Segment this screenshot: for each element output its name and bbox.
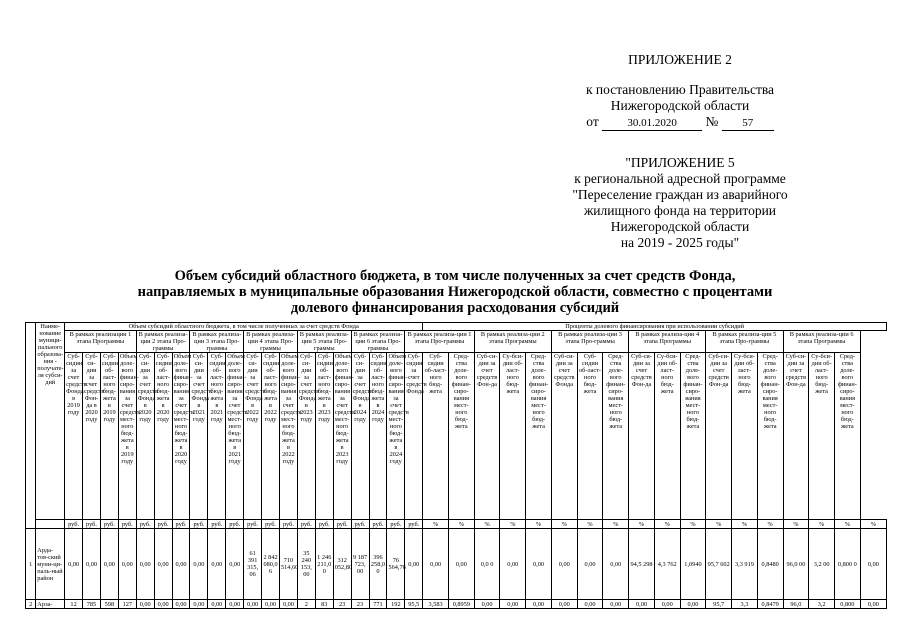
units-cell: руб. xyxy=(190,520,208,529)
column-header: Суб-си-дии за счет средств Фон-да xyxy=(629,353,655,520)
value-cell: 3,2 00 xyxy=(809,529,835,600)
value-cell: 396 258,0 0 xyxy=(369,529,387,600)
value-cell: 0,00 xyxy=(603,600,629,609)
column-header: Суб-си-дии за счет средств Фонда в 2020 году xyxy=(136,353,154,520)
program-line-2: "Переселение граждан из аварийного xyxy=(572,187,788,202)
value-cell: 0,00 xyxy=(280,600,298,609)
value-cell: 0,00 xyxy=(172,529,190,600)
value-cell: 1 246 211,0 0 xyxy=(315,529,333,600)
program-line-1: к региональной адресной программе xyxy=(574,171,786,186)
appendix-label: ПРИЛОЖЕНИЕ 2 xyxy=(628,52,732,67)
column-header: Суб-си-дии за счет средств Фон-да xyxy=(706,353,732,520)
units-cell: руб. xyxy=(369,520,387,529)
value-cell: 4,3 762 xyxy=(654,529,680,600)
units-cell: % xyxy=(732,520,758,529)
value-cell: 0,00 xyxy=(208,600,226,609)
units-cell: % xyxy=(500,520,526,529)
value-cell: 0,00 xyxy=(629,600,655,609)
column-header: Сред-ства доле-вого финан-сиро-вания мест-ного бюд-жета xyxy=(526,353,552,520)
value-cell: 0,00 xyxy=(654,600,680,609)
column-header: Сред-ства доле-вого финан-сиро-вания мест-ного бюд-жета xyxy=(448,353,474,520)
program-line-5: на 2019 - 2025 годы" xyxy=(620,235,740,250)
column-header: Суб-сидии об-ласт-ного бюд-жета xyxy=(577,353,603,520)
value-cell: 0,00 xyxy=(226,529,244,600)
column-header: Суб-сидии об-ласт-ного бюд-жета в 2024 году xyxy=(369,353,387,520)
value-cell: 23 xyxy=(333,600,351,609)
units-cell: % xyxy=(757,520,783,529)
units-cell: руб. xyxy=(262,520,280,529)
value-cell: 0,00 xyxy=(136,600,154,609)
date-number-line xyxy=(560,114,800,131)
units-cell: руб. xyxy=(315,520,333,529)
row-number: 1 xyxy=(26,529,36,600)
number-label: № xyxy=(705,114,719,129)
resolution-date: 30.01.2020 xyxy=(602,117,702,131)
value-cell: 0,00 xyxy=(118,529,136,600)
value-cell: 0,00 xyxy=(83,529,101,600)
value-cell: 0,00 xyxy=(577,529,603,600)
units-cell: % xyxy=(654,520,680,529)
column-header: Объем доле-вого финан-сиро-вания за счет средств мест-ного бюд-жета в 2024 году xyxy=(387,353,405,520)
units-cell: руб. xyxy=(280,520,298,529)
units-cell: % xyxy=(474,520,500,529)
column-header: Суб-си-дии за счет средств Фонда в 2024 году xyxy=(351,353,369,520)
value-cell: 76 564,76 xyxy=(387,529,405,600)
program-line-3: жилищного фонда на территории xyxy=(583,203,777,218)
column-header: Объем доле-вого финан-сиро-вания за счет средств мест-ного бюд-жета в 2020 году xyxy=(172,353,190,520)
stage-header-right: В рамках реализа-ции 2 этапа Программы xyxy=(474,331,551,353)
value-cell: 0,00 xyxy=(208,529,226,600)
column-header: Су-бси-дии об-ласт-ного бюд-жета xyxy=(809,353,835,520)
stage-header-right: В рамках реализа-ции 6 этапа Программы xyxy=(783,331,860,353)
column-header: Суб-сидии об-ласт-ного бюд-жета в 2020 году xyxy=(154,353,172,520)
units-cell xyxy=(36,520,65,529)
header-subsidy-volume: Объем субсидий областного бюджета, в том числе полученных за счет средств Фонда xyxy=(65,323,423,331)
column-header: Суб-сидии об-ласт-ного бюд-жета в 2019 году xyxy=(100,353,118,520)
table-row xyxy=(26,323,887,331)
column-header: Сред-ства доле-вого финан-сиро-вания мест-ного бюд-жета xyxy=(603,353,629,520)
value-cell: 0,00 xyxy=(154,600,172,609)
stage-header-right: В рамках реализа-ции 4 этапа Программы xyxy=(629,331,706,353)
value-cell: 2 842 080,0 6 xyxy=(262,529,280,600)
value-cell: 0,00 xyxy=(190,600,208,609)
column-header: Суб-си-дии за счет средств Фонда в 2021 году xyxy=(190,353,208,520)
value-cell: 12 xyxy=(65,600,83,609)
value-cell: 0,00 xyxy=(860,529,886,600)
units-cell: % xyxy=(526,520,552,529)
value-cell: 95,5 xyxy=(405,600,423,609)
value-cell: 0,00 xyxy=(500,529,526,600)
column-header: Суб-сидии об-ласт-ного бюд-жета в 2022 году xyxy=(262,353,280,520)
column-header: Су-бси-дии об-ласт-ного бюд-жета xyxy=(732,353,758,520)
stage-header-left: В рамках реализа-ции 5 этапа Про-граммы xyxy=(297,331,351,353)
value-cell: 312 052,80 xyxy=(333,529,351,600)
value-cell: 0,00 xyxy=(603,529,629,600)
title-line-3: долевого финансирования расходования субсидий xyxy=(290,300,620,316)
stage-header-right: В рамках реализа-ции 1 этапа Про-граммы xyxy=(405,331,474,353)
municipality-name: Арда-тов-ский муни-ци-паль-ный район xyxy=(36,529,65,600)
value-cell: 0,8479 xyxy=(757,600,783,609)
header-municipality: Наиме-нование муници-пального образова-ния - получате-ля субси-дий xyxy=(36,323,65,520)
units-cell: % xyxy=(551,520,577,529)
title-line-1: Объем субсидий областного бюджета, в том числе полученных за счет средств Фонда, xyxy=(174,268,736,284)
value-cell: 0,8480 xyxy=(757,529,783,600)
value-cell: 0,00 xyxy=(190,529,208,600)
document-header xyxy=(560,52,800,251)
units-cell: руб. xyxy=(65,520,83,529)
title-line-2: направляемых в муниципальные образования Нижегородской области, совместно с процентами xyxy=(137,284,773,300)
value-cell: 0,00 xyxy=(244,600,262,609)
column-header: Суб-си-дии за счет средств Фон-да xyxy=(474,353,500,520)
resolution-number: 57 xyxy=(722,117,774,131)
value-cell: 0,00 xyxy=(526,529,552,600)
value-cell: 3,3 xyxy=(732,600,758,609)
value-cell: 95,7 xyxy=(706,600,732,609)
column-header: Суб-сидии за счет средств Фонда xyxy=(405,353,423,520)
value-cell: 9 187 723, 00 xyxy=(351,529,369,600)
value-cell: 2 xyxy=(297,600,315,609)
value-cell: 0,00 xyxy=(100,529,118,600)
value-cell: 61 391 315, 06 xyxy=(244,529,262,600)
value-cell: 3,3 919 xyxy=(732,529,758,600)
value-cell: 0,00 xyxy=(526,600,552,609)
units-cell: руб. xyxy=(83,520,101,529)
column-header: Суб-сидии за счет средств Фонда в 2019 году xyxy=(65,353,83,520)
column-header: Суб-сидии об-ласт-ного бюд-жета в 2021 году xyxy=(208,353,226,520)
value-cell: 0,800 xyxy=(835,600,861,609)
stage-header-left: В рамках реализа-ции 2 этапа Про-граммы xyxy=(136,331,190,353)
column-header: Су-бси-дии об-ласт-ного бюд-жета xyxy=(500,353,526,520)
value-cell: 96,0 xyxy=(783,600,809,609)
units-cell: руб. xyxy=(226,520,244,529)
column-header: Суб-си-дии за счет средств Фон-да в 2020 году xyxy=(83,353,101,520)
value-cell: 192 xyxy=(387,600,405,609)
table-row xyxy=(26,520,887,529)
from-label: от xyxy=(586,114,599,129)
value-cell: 0,00 xyxy=(551,529,577,600)
units-cell: руб. xyxy=(244,520,262,529)
units-cell: % xyxy=(706,520,732,529)
value-cell: 0,00 xyxy=(423,529,449,600)
units-cell: руб. xyxy=(387,520,405,529)
value-cell: 127 xyxy=(118,600,136,609)
column-header: Объем доле-вого финан-сиро-вания за счет средств мест-ного бюд-жета в 2022 году xyxy=(280,353,298,520)
municipality-name: Арза- xyxy=(36,600,65,609)
units-cell: % xyxy=(860,520,886,529)
program-line-4: Нижегородской области xyxy=(610,219,750,234)
value-cell: 0,00 xyxy=(136,529,154,600)
appendix5-label: "ПРИЛОЖЕНИЕ 5 xyxy=(625,155,735,170)
column-header: Суб-сидии об-ласт-ного бюд-жета xyxy=(423,353,449,520)
stage-header-left: В рамках реализа-ции 3 этапа Про-граммы xyxy=(190,331,244,353)
stage-header-right: В рамках реализа-ции 3 этапа Про-граммы xyxy=(551,331,628,353)
value-cell: 0,800 0 xyxy=(835,529,861,600)
column-header: Объем доле-вого финан-сиро-вания за счет средств мест-ного бюд-жета в 2021 году xyxy=(226,353,244,520)
value-cell: 0,00 xyxy=(226,600,244,609)
stage-header-left: В рамках реализа-ции 6 этапа Про-граммы xyxy=(351,331,405,353)
value-cell: 0,00 xyxy=(65,529,83,600)
units-cell: руб. xyxy=(136,520,154,529)
value-cell: 0,00 xyxy=(474,600,500,609)
column-header: Су-бси-дии об-ласт-ного бюд-жета xyxy=(654,353,680,520)
stage-header-left: В рамках реализа-ции 4 этапа Про-граммы xyxy=(244,331,298,353)
units-cell: руб. xyxy=(297,520,315,529)
column-header: Суб-си-дии за счет средств Фонда в 2023 году xyxy=(297,353,315,520)
column-header: Сред-ства доле-вого финан-сиро-вания мест-ного бюд-жета xyxy=(680,353,706,520)
header-num xyxy=(26,323,36,529)
value-cell: 0,00 xyxy=(262,600,280,609)
value-cell: 95,7 602 xyxy=(706,529,732,600)
table-row xyxy=(26,353,887,520)
stage-header-left: В рамках реализации 1 этапа Программы xyxy=(65,331,137,353)
column-header: Объем доле-вого финан-сиро-вания за счет средств мест-ного бюд-жета в 2019 году xyxy=(118,353,136,520)
units-cell: % xyxy=(577,520,603,529)
units-cell: % xyxy=(603,520,629,529)
value-cell: 0,0 0 xyxy=(474,529,500,600)
value-cell: 35 240 153, 00 xyxy=(297,529,315,600)
value-cell: 1,0940 xyxy=(680,529,706,600)
column-header: Суб-си-дии за счет средств Фонда xyxy=(551,353,577,520)
units-cell: руб. xyxy=(208,520,226,529)
document-title xyxy=(80,268,830,316)
value-cell: 598 xyxy=(100,600,118,609)
value-cell: 0,8959 xyxy=(448,600,474,609)
value-cell: 83 xyxy=(315,600,333,609)
resolution-line: к постановлению Правительства xyxy=(585,82,775,97)
table-row xyxy=(26,529,887,600)
value-cell: 0,00 xyxy=(551,600,577,609)
column-header: Сред-ства доле-вого финан-сиро-вания мест-ного бюд-жета xyxy=(835,353,861,520)
stage-header-right: В рамках реализа-ции 5 этапа Про-граммы xyxy=(706,331,783,353)
units-cell: % xyxy=(448,520,474,529)
value-cell: 771 xyxy=(369,600,387,609)
value-cell: 785 xyxy=(83,600,101,609)
units-cell: руб. xyxy=(172,520,190,529)
column-header: Суб-си-дии за счет средств Фон-да xyxy=(783,353,809,520)
value-cell: 0,00 xyxy=(405,529,423,600)
header-share-percent: Проценты долевого финансирования при использовании субсидий xyxy=(423,323,887,331)
units-cell: руб. xyxy=(118,520,136,529)
column-header: Суб-си-дии за счет средств Фонда в 2022 году xyxy=(244,353,262,520)
units-cell: руб. xyxy=(100,520,118,529)
units-cell: руб. xyxy=(154,520,172,529)
value-cell: 0,00 xyxy=(577,600,603,609)
units-cell: руб. xyxy=(351,520,369,529)
value-cell: 94,5 298 xyxy=(629,529,655,600)
units-cell: руб. xyxy=(333,520,351,529)
value-cell: 3,2 xyxy=(809,600,835,609)
region-line: Нижегородской области xyxy=(610,98,750,113)
table-row xyxy=(26,331,887,353)
value-cell: 0,00 xyxy=(448,529,474,600)
units-cell: % xyxy=(783,520,809,529)
units-cell: % xyxy=(809,520,835,529)
table-row xyxy=(26,600,887,609)
value-cell: 0,00 xyxy=(500,600,526,609)
value-cell: 0,00 xyxy=(680,600,706,609)
value-cell: 0,00 xyxy=(172,600,190,609)
subsidy-table xyxy=(25,322,887,609)
units-cell: % xyxy=(835,520,861,529)
units-cell: % xyxy=(680,520,706,529)
units-cell: руб. xyxy=(405,520,423,529)
units-cell: % xyxy=(629,520,655,529)
units-cell: % xyxy=(423,520,449,529)
value-cell: 0,00 xyxy=(154,529,172,600)
value-cell: 0,00 xyxy=(860,600,886,609)
value-cell: 710 514,60 xyxy=(280,529,298,600)
column-header: Суб-сидии об-ласт-ного бюд-жета в 2023 году xyxy=(315,353,333,520)
column-header: Сред-ства доле-вого финан-сиро-вания мест-ного бюд-жета xyxy=(757,353,783,520)
column-header: Объем доле-вого финан-сиро-вания за счет средств мест-ного бюд-жета в 2023 году xyxy=(333,353,351,520)
value-cell: 96,0 00 xyxy=(783,529,809,600)
value-cell: 23 xyxy=(351,600,369,609)
value-cell: 3,583 xyxy=(423,600,449,609)
row-number: 2 xyxy=(26,600,36,609)
